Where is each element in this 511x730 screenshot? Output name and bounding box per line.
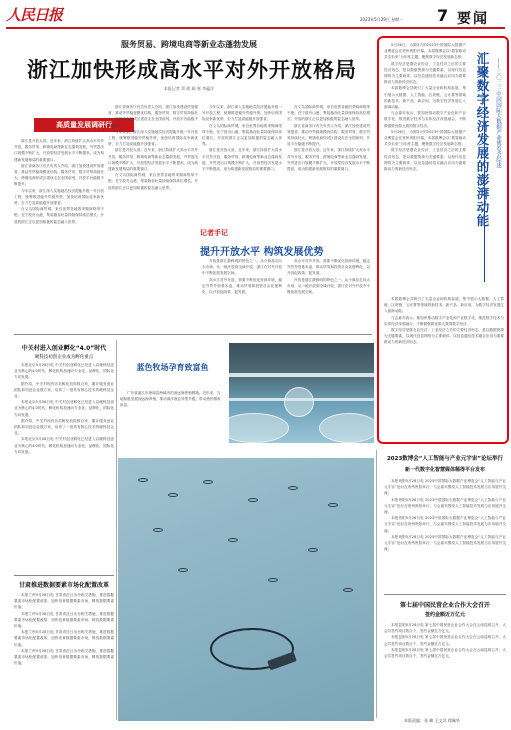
lead-paragraph: 在义乌国际商贸城，来自世界各地的采购商络绎不绝；在宁波舟山港，集装箱吞吐量持续保持高位增长。开放的浙江正以更加积极的姿态融入世界。 [14, 207, 104, 224]
lead-paragraph: 浙江是开放大省。近年来，浙江持续扩大高水平对外开放，服务贸易、跨境电商等新业态蓬勃发展，外贸进出口规模不断扩大，开放型经济发展水平不断提高，成为构建新发展格局的重要窗口。 [202, 148, 282, 172]
lead-paragraph: 浙江是开放大省。近年来，浙江持续扩大高水平对外开放，服务贸易、跨境电商等新业态蓬勃发展，外贸进出口规模不断扩大，开放型经济发展水平不断提高，成为构建新发展格局的重要窗口。 [287, 148, 370, 172]
photo-caption-text: 广东省湛江市徐闻县海域内的深远海养殖网箱。近年来，当地积极发展深远海养殖，推动海洋渔业转型升级，带动渔民增收致富。 [120, 391, 221, 408]
featured-paragraph: 与会嘉宾表示，要加快推动数字产业化和产业数字化，推进数字技术与实体经济深度融合，不断做强做优做大我国数字经济。 [384, 111, 466, 128]
lead-column-3 [202, 104, 282, 224]
lead-headline[interactable]: 浙江加快形成高水平对外开放格局 [27, 58, 357, 82]
featured-headline[interactable]: 汇聚数字经济发展的澎湃动能 [475, 52, 490, 228]
lead-byline: 本报记者 窦 皓 顾 春 李蕴洋 [163, 86, 215, 91]
brief4-body [384, 622, 506, 714]
featured-paragraph: 数字经济是继农业经济、工业经济之后的主要经济形态，是以数据资源为关键要素，以现代信息网络为主要载体，以信息通信技术融合应用为重要推动力的新经济形态。 [384, 328, 504, 345]
brief-divider [384, 594, 506, 595]
brief2-body [14, 592, 114, 718]
featured-paragraph: 数字经济是继农业经济、工业经济之后的主要经济形态，是以数据资源为关键要素，以现代信息网络为主要载体，以信息通信技术融合应用为重要推动力的新经济形态。 [384, 148, 466, 172]
column-divider [116, 340, 117, 720]
commentary-title[interactable]: 提升开放水平 构筑发展优势 [200, 247, 324, 258]
featured-paragraph: 本届数博会共吸引了大量企业和机构参展，集中展示大数据、人工智能、区块链、云计算等领域的新技术、新产品、新应用，为数字经济发展注入澎湃动能。 [384, 86, 466, 110]
newspaper-masthead: 人民日报 [6, 6, 63, 24]
featured-paragraph: 5月26日，为期3天的2023中国国际大数据产业博览会在贵州贵阳开幕。本届数博会以“数智驱动 共享未来”为年度主题，聚焦数字经济发展新态势。 [384, 129, 466, 147]
brief-paragraph: 本报贵阳5月28日电 2023中国国际大数据产业博览会“人工智能与产业元宇宙”论坛在贵州贵阳举行，与会嘉宾围绕人工智能技术发展与应用展开交流。 [384, 479, 506, 496]
featured-paragraph: 数字经济是继农业经济、工业经济之后的主要经济形态，是以数据资源为关键要素，以现代信息网络为主要载体，以信息通信技术融合应用为重要推动力的新经济形态。 [384, 61, 466, 85]
lead-paragraph: 在义乌国际商贸城，来自世界各地的采购商络绎不绝；在宁波舟山港，集装箱吞吐量持续保持高位增长。开放的浙江正以更加积极的姿态融入世界。 [108, 173, 198, 190]
featured-paragraph: 本届数博会共吸引了大量企业和机构参展，集中展示大数据、人工智能、区块链、云计算等领域的新技术、新产品、新应用，为数字经济发展注入澎湃动能。 [384, 297, 504, 314]
lead-paragraph: 浙江是开放大省。近年来，浙江持续扩大高水平对外开放，服务贸易、跨境电商等新业态蓬勃发展，外贸进出口规模不断扩大，开放型经济发展水平不断提高，成为构建新发展格局的重要窗口。 [108, 148, 198, 172]
fish-farm-photo [229, 343, 374, 443]
offshore-aquaculture-photo [118, 458, 374, 721]
lead-paragraph: 在义乌国际商贸城，来自世界各地的采购商络绎不绝；在宁波舟山港，集装箱吞吐量持续保持高位增长。开放的浙江正以更加积极的姿态融入世界。 [287, 105, 370, 122]
photo-caption [120, 390, 224, 440]
brief-paragraph: 本报北京5月28日电 中关村创业孵化已经进入以硬科技创业为核心的4.0时代，孵化机构加速向专业化、品牌化、国际化方向发展。 [14, 400, 114, 417]
featured-paragraph: 5月26日，为期3天的2023中国国际大数据产业博览会在贵州贵阳开幕。本届数博会以“数智驱动 共享未来”为年度主题，聚焦数字经济发展新态势。 [384, 43, 466, 60]
brief4-title[interactable]: 第七届中国民营企业合作大会召开 [399, 602, 490, 609]
header-rule [6, 27, 505, 29]
lead-paragraph: 今年以来，浙江深入实施地瓜经济提能升级一号开放工程，统筹推进稳外贸稳外资，加快培育国际竞争新优势，全力打造高能级开放强省。 [14, 188, 104, 206]
lead-column-2 [108, 104, 198, 328]
featured-subtitle: ——二〇二三中国国际大数据产业博览会综述 [495, 58, 501, 168]
commentary-tag: 记者手记 [200, 229, 228, 237]
lead-column-1 [14, 138, 104, 328]
brief-subtitle: 硬科技初创企业成为孵化重点 [34, 355, 94, 360]
column-divider [376, 450, 377, 718]
lead-paragraph: 浙江省商务厅有关负责人介绍，浙江加快建设贸易强省，推动外贸稳规模优结构，服务贸易、数字贸易持续壮大，跨境电商综试区建设走在全国前列，开放平台能级不断提升。 [108, 105, 198, 128]
series-tag: 高质量发展调研行 [34, 118, 134, 132]
lead-paragraph: 今年以来，浙江深入实施地瓜经济提能升级一号开放工程，统筹推进稳外贸稳外资，加快培育国际竞争新优势，全力打造高能级开放强省。 [202, 105, 282, 122]
section-title: 要闻 [457, 11, 489, 27]
lead-kicker: 服务贸易、跨境电商等新业态蓬勃发展 [121, 40, 257, 49]
page-number: 7 [437, 6, 449, 25]
brief4-subtitle: 签约金额近万亿元 [424, 612, 465, 618]
featured-divider [484, 52, 485, 282]
page-editors: 本版责编：张 峰 王文洋 徐佩华 [404, 718, 460, 723]
brief3-subtitle: 新一代数字化智慧媒体稀得平台发布 [404, 467, 485, 473]
brief-paragraph: 据介绍，中关村现有各类孵化机构数百家，累计服务创业团队和初创企业数万家，培育了一批具有核心技术的硬科技企业。 [14, 418, 114, 436]
brief-paragraph: 本报兰州5月28日电 甘肃省近日出台相关措施，推进数据要素市场化配置改革，加快培育数据要素市场，释放数据要素价值。 [14, 611, 114, 629]
brief-paragraph: 本报贵阳5月28日电 2023中国国际大数据产业博览会“人工智能与产业元宇宙”论坛在贵州贵阳举行，与会嘉宾围绕人工智能技术发展与应用展开交流。 [384, 497, 506, 515]
brief3-title[interactable]: 2023数博会“人工智能与产业元宇宙”论坛举行 [386, 456, 504, 462]
brief-paragraph: 本报贵阳5月28日电 2023中国国际大数据产业博览会“人工智能与产业元宇宙”论坛在贵州贵阳举行，与会嘉宾围绕人工智能技术发展与应用展开交流。 [384, 516, 506, 533]
brief1-body [14, 362, 114, 572]
brief-paragraph: 本报昆明5月28日电 第七届中国民营企业合作大会在云南昆明召开，大会共签约项目数百个，签约金额近万亿元。 [384, 623, 506, 634]
brief-divider [14, 575, 114, 576]
brief-paragraph: 本报兰州5月28日电 甘肃省近日出台相关措施，推进数据要素市场化配置改革，加快培育数据要素市场，释放数据要素价值。 [14, 593, 114, 610]
featured-paragraph: 与会嘉宾表示，要加快推动数字产业化和产业数字化，推进数字技术与实体经济深度融合，不断做强做优做大我国数字经济。 [384, 315, 504, 326]
photo-story-title[interactable]: 蓝色牧场孕育致富鱼 [136, 363, 209, 372]
commentary-paragraph: 开放是浙江最鲜明的特色之一。从小商品走向大市场，从一地开放到全域开放，浙江在对外开放中不断拓展发展空间。 [287, 277, 370, 295]
section-divider [14, 334, 372, 335]
featured-column-bottom [384, 296, 504, 438]
commentary-paragraph: 高水平对外开放，需要不断优化营商环境，稳定外贸外资基本盘，推动贸易和投资自由化便利化，以开放促改革、促发展。 [202, 277, 282, 295]
lead-paragraph: 浙江省商务厅有关负责人介绍，浙江加快建设贸易强省，推动外贸稳规模优结构，服务贸易、数字贸易持续壮大，跨境电商综试区建设走在全国前列，开放平台能级不断提升。 [14, 163, 104, 187]
brief-zhongguancun [14, 343, 114, 360]
lead-paragraph: 在义乌国际商贸城，来自世界各地的采购商络绎不绝；在宁波舟山港，集装箱吞吐量持续保持高位增长。开放的浙江正以更加积极的姿态融入世界。 [202, 123, 282, 147]
commentary-column-2 [287, 258, 370, 330]
brief-paragraph: 本报昆明5月28日电 第七届中国民营企业合作大会在云南昆明召开，大会共签约项目数百个，签约金额近万亿元。 [384, 635, 506, 646]
lead-paragraph: 浙江是开放大省。近年来，浙江持续扩大高水平对外开放，服务贸易、跨境电商等新业态蓬勃发展，外贸进出口规模不断扩大，开放型经济发展水平不断提高，成为构建新发展格局的重要窗口。 [14, 139, 104, 162]
commentary-paragraph: 开放是浙江最鲜明的特色之一。从小商品走向大市场，从一地开放到全域开放，浙江在对外开放中不断拓展发展空间。 [202, 259, 282, 276]
brief2-title[interactable]: 甘肃推进数据要素市场化配置改革 [18, 582, 109, 589]
brief-paragraph: 本报贵阳5月28日电 2023中国国际大数据产业博览会“人工智能与产业元宇宙”论坛在贵州贵阳举行，与会嘉宾围绕人工智能技术发展与应用展开交流。 [384, 534, 506, 552]
brief-paragraph: 本报北京5月28日电 中关村创业孵化已经进入以硬科技创业为核心的4.0时代，孵化机构加速向专业化、品牌化、国际化方向发展。 [14, 437, 114, 454]
commentary-column-1 [202, 258, 282, 330]
brief-paragraph: 本报兰州5月28日电 甘肃省近日出台相关措施，推进数据要素市场化配置改革，加快培育数据要素市场，释放数据要素价值。 [14, 630, 114, 647]
lead-paragraph: 今年以来，浙江深入实施地瓜经济提能升级一号开放工程，统筹推进稳外贸稳外资，加快培育国际竞争新优势，全力打造高能级开放强省。 [108, 129, 198, 147]
brief-paragraph: 据介绍，中关村现有各类孵化机构数百家，累计服务创业团队和初创企业数万家，培育了一批具有核心技术的硬科技企业。 [14, 381, 114, 399]
brief-paragraph: 本报北京5月28日电 中关村创业孵化已经进入以硬科技创业为核心的4.0时代，孵化机构加速向专业化、品牌化、国际化方向发展。 [14, 363, 114, 380]
lead-paragraph: 浙江省商务厅有关负责人介绍，浙江加快建设贸易强省，推动外贸稳规模优结构，服务贸易、数字贸易持续壮大，跨境电商综试区建设走在全国前列，开放平台能级不断提升。 [287, 123, 370, 147]
brief3-body [384, 478, 506, 590]
brief-paragraph: 本报昆明5月28日电 第七届中国民营企业合作大会在云南昆明召开，大会共签约项目数百个，签约金额近万亿元。 [384, 647, 506, 659]
lead-column-4 [287, 104, 370, 224]
dateline: 2023年5月29日 星期一 [360, 17, 404, 22]
brief-paragraph: 本报兰州5月28日电 甘肃省近日出台相关措施，推进数据要素市场化配置改革，加快培育数据要素市场，释放数据要素价值。 [14, 648, 114, 666]
featured-column-top [384, 42, 466, 292]
commentary-paragraph: 高水平对外开放，需要不断优化营商环境，稳定外贸外资基本盘，推动贸易和投资自由化便利化，以开放促改革、促发展。 [287, 259, 370, 276]
brief-title[interactable]: 中关村进入创业孵化“4.0”时代 [21, 345, 107, 352]
